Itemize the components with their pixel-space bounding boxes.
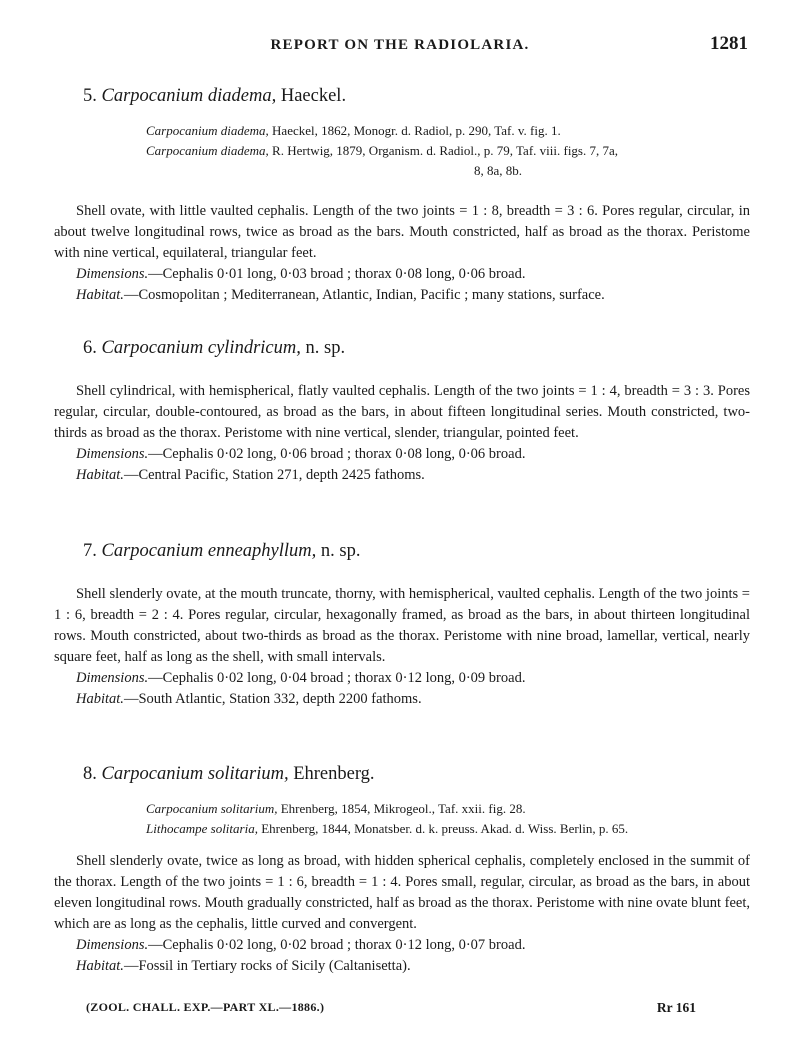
species-name: Carpocanium solitarium, [101, 764, 289, 784]
habitat-text: —Cosmopolitan ; Mediterranean, Atlantic, Indian, Pacific ; many stations, surface. [123, 287, 605, 303]
species-number: 8. [83, 764, 97, 784]
species-number: 7. [83, 541, 97, 561]
dimensions-text: —Cephalis 0·01 long, 0·03 broad ; thorax 0·08 long, 0·06 broad. [148, 266, 526, 282]
species-description: Shell slenderly ovate, twice as long as broad, with hidden spherical cephalis, completely enclosed in the summit of the thorax. Length of the two joints = 1 : 6, breadth = 1 : 4. Pores small, regular, circular, as broad as the bars, in about eleven longitudinal rows. Mouth gradually constricted, half as broad as the thorax. Peristome with nine ovate blunt feet, which are as long as the cephalis, little curved and convergent. [54, 853, 750, 932]
synonym-reference: Haeckel, 1862, Monogr. d. Radiol, p. 290, Taf. v. fig. 1. [268, 123, 561, 138]
dimensions-text: —Cephalis 0·02 long, 0·04 broad ; thorax 0·12 long, 0·09 broad. [148, 670, 526, 686]
synonym-name: Carpocanium diadema, [146, 123, 269, 138]
habitat-text: —Central Pacific, Station 271, depth 2425 fathoms. [123, 467, 425, 483]
habitat-label: Habitat. [76, 691, 124, 707]
synonymy [146, 121, 750, 181]
species-heading [83, 764, 750, 785]
series-imprint: (ZOOL. CHALL. EXP.—PART XL.—1886.) [86, 1000, 325, 1014]
species-author: n. sp. [300, 338, 346, 358]
synonym-line [146, 141, 750, 161]
species-heading [83, 338, 750, 359]
species-entry [54, 86, 750, 306]
habitat-text: —South Atlantic, Station 332, depth 2200 fathoms. [123, 691, 422, 707]
habitat-line [76, 285, 750, 306]
synonym-continuation: 8, 8a, 8b. [474, 163, 523, 178]
dimensions-text: —Cephalis 0·02 long, 0·06 broad ; thorax 0·08 long, 0·06 broad. [148, 446, 526, 462]
habitat-line [76, 465, 750, 486]
dimensions-label: Dimensions. [76, 937, 149, 953]
habitat-text: —Fossil in Tertiary rocks of Sicily (Caltanisetta). [123, 958, 411, 974]
species-author: Haeckel. [276, 86, 347, 106]
dimensions-label: Dimensions. [76, 670, 149, 686]
species-description: Shell cylindrical, with hemispherical, flatly vaulted cephalis. Length of the two joints = 1 : 4, breadth = 3 : 3. Pores regular, circular, double-contoured, as broad as the bars, in about fifteen longitudinal series. Mouth constricted, two-thirds as broad as the thorax. Peristome with nine vertical, slender, triangular, pointed feet. [54, 383, 750, 441]
species-entry [54, 541, 750, 710]
species-number: 6. [83, 338, 97, 358]
synonym-name: Carpocanium solitarium, [146, 801, 278, 816]
species-name: Carpocanium diadema, [101, 86, 277, 106]
synonym-line [146, 121, 750, 141]
dimensions-label: Dimensions. [76, 266, 149, 282]
species-description: Shell ovate, with little vaulted cephalis. Length of the two joints = 1 : 8, breadth = 3 : 6. Pores regular, circular, in about twelve longitudinal rows, twice as broad as the bars. Mouth constricted, half as broad as the thorax. Peristome with nine vertical, equilateral, triangular feet. [54, 203, 750, 261]
dimensions-line [76, 444, 750, 465]
habitat-label: Habitat. [76, 958, 124, 974]
dimensions-line [76, 668, 750, 689]
dimensions-line [76, 264, 750, 285]
species-name: Carpocanium enneaphyllum, [101, 541, 317, 561]
species-name: Carpocanium cylindricum, [101, 338, 301, 358]
synonym-name: Lithocampe solitaria, [146, 821, 258, 836]
species-author: n. sp. [316, 541, 361, 561]
synonym-reference: R. Hertwig, 1879, Organism. d. Radiol., p. 79, Taf. viii. figs. 7, 7a, [268, 143, 619, 158]
dimensions-text: —Cephalis 0·02 long, 0·02 broad ; thorax 0·12 long, 0·07 broad. [148, 937, 526, 953]
running-header [0, 33, 800, 57]
page-number: 1281 [710, 33, 748, 54]
habitat-line [76, 689, 750, 710]
species-author: Ehrenberg. [288, 764, 375, 784]
species-number: 5. [83, 86, 97, 106]
signature-mark: Rr 161 [656, 1000, 696, 1015]
dimensions-label: Dimensions. [76, 446, 149, 462]
running-title: REPORT ON THE RADIOLARIA. [270, 37, 530, 53]
habitat-label: Habitat. [76, 467, 124, 483]
species-entry [54, 338, 750, 486]
synonym-line [146, 799, 750, 819]
habitat-label: Habitat. [76, 287, 124, 303]
synonym-reference: Ehrenberg, 1854, Mikrogeol., Taf. xxii. fig. 28. [277, 801, 526, 816]
species-entry [54, 764, 750, 977]
dimensions-line [76, 935, 750, 956]
species-description: Shell slenderly ovate, at the mouth truncate, thorny, with hemispherical, vaulted cephalis. Length of the two joints = 1 : 6, breadth = 2 : 4. Pores regular, circular, hexagonally framed, as broad as the bars, in about thirteen longitudinal rows. Mouth constricted, about two-thirds as broad as the thorax. Peristome with nine broad, lamellar, vertical, nearly square feet, half as long as the shell, with small intervals. [54, 586, 750, 665]
synonym-line [146, 819, 750, 839]
synonym-reference: Ehrenberg, 1844, Monatsber. d. k. preuss. Akad. d. Wiss. Berlin, p. 65. [257, 821, 629, 836]
synonym-name: Carpocanium diadema, [146, 143, 269, 158]
synonymy [146, 799, 750, 839]
species-heading [83, 541, 750, 562]
page-footer [86, 1000, 696, 1020]
habitat-line [76, 956, 750, 977]
species-heading [83, 86, 750, 107]
